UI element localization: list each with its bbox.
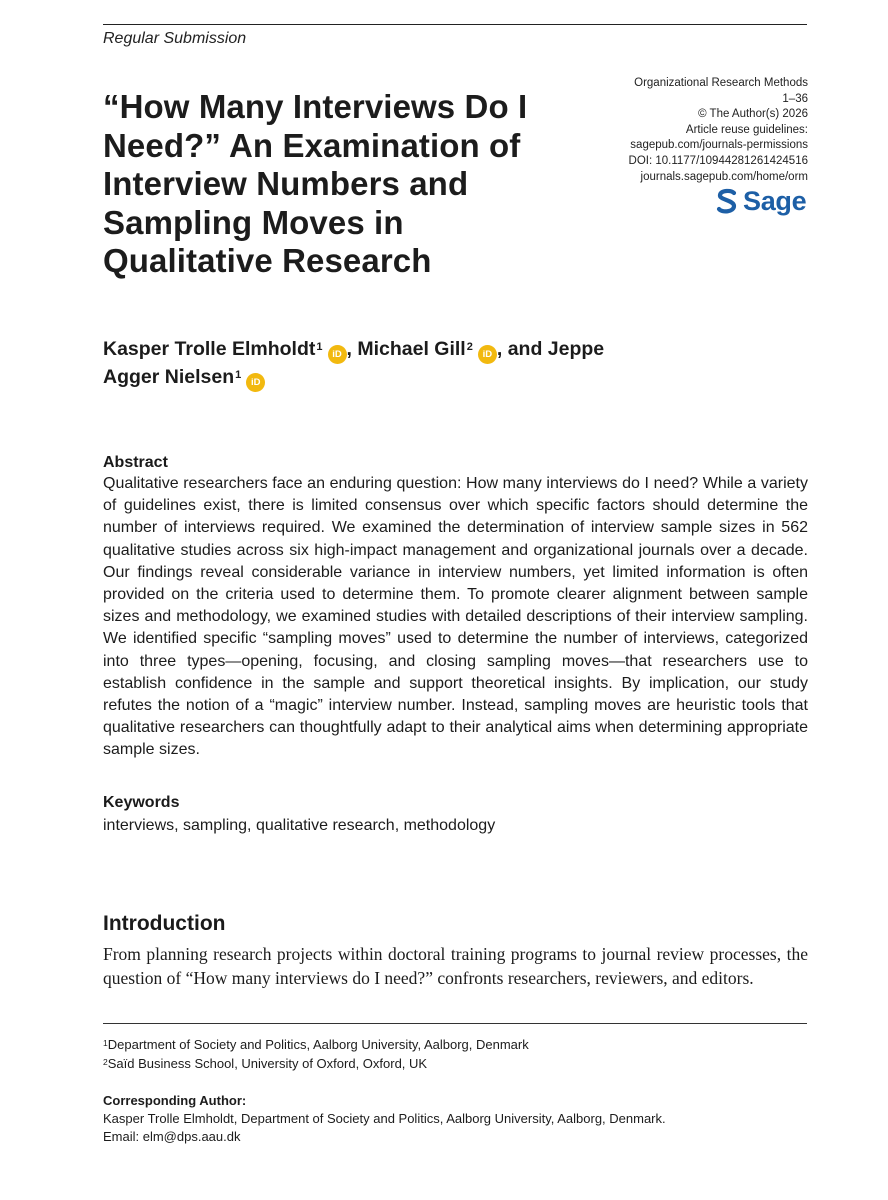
orcid-icon[interactable]: iD (478, 345, 497, 364)
journal-home-link[interactable]: journals.sagepub.com/home/orm (640, 170, 808, 183)
reuse-guidelines-label: Article reuse guidelines: (685, 123, 808, 136)
page-range: 1–36 (782, 92, 808, 105)
introduction-text: From planning research projects within doctoral training programs to journal review processes, the question of “How many interviews do I need?” confronts researchers, reviewers, and editors. (103, 944, 808, 988)
journal-name: Organizational Research Methods (634, 77, 808, 89)
footnote-rule (103, 1023, 807, 1024)
author-name: Kasper Trolle Elmholdt (103, 338, 316, 360)
author-separator: , (346, 338, 352, 360)
keywords-text: interviews, sampling, qualitative research, methodology (103, 817, 496, 834)
sage-logo-text: Sage (743, 185, 807, 216)
title-line: Qualitative Research (103, 242, 432, 279)
affiliation-text: Saïd Business School, University of Oxford, Oxford, UK (107, 1056, 428, 1071)
author-name: Michael Gill (357, 338, 466, 360)
affiliations (103, 1035, 529, 1073)
author-list (103, 336, 703, 392)
abstract-heading: Abstract (103, 454, 168, 471)
permissions-link[interactable]: sagepub.com/journals-permissions (630, 139, 808, 152)
affiliation-marker: 1 (235, 369, 242, 381)
author-separator: , and Jeppe (496, 338, 605, 360)
corresponding-author-address: Kasper Trolle Elmholdt, Department of Society and Politics, Aalborg University, Aalborg, Denmark. (103, 1111, 666, 1126)
corresponding-author (103, 1092, 666, 1146)
orcid-icon[interactable]: iD (328, 345, 347, 364)
article-title (103, 88, 573, 281)
affiliation-marker: 2 (466, 341, 473, 353)
title-line: Need?” An Examination of (103, 126, 521, 164)
keywords-heading: Keywords (103, 794, 180, 811)
affiliation-marker: 1 (316, 341, 323, 353)
affiliation-line (103, 1035, 529, 1054)
title-line: Sampling Moves in (103, 203, 404, 241)
orcid-icon[interactable]: iD (246, 373, 265, 392)
corresponding-author-email[interactable]: Email: elm@dps.aau.dk (103, 1129, 241, 1144)
author-name: Agger Nielsen (103, 366, 235, 388)
sage-logo (716, 184, 806, 218)
copyright: © The Author(s) 2026 (698, 108, 808, 121)
affiliation-line (103, 1054, 529, 1073)
doi[interactable]: DOI: 10.1177/10944281261424516 (628, 154, 808, 167)
affiliation-number: 1 (103, 1038, 108, 1048)
corresponding-author-label: Corresponding Author: (103, 1093, 247, 1108)
title-line: “How Many Interviews Do I (103, 88, 528, 125)
journal-metadata (560, 76, 808, 185)
affiliation-number: 2 (103, 1057, 108, 1067)
header-rule (103, 24, 807, 25)
affiliation-text: Department of Society and Politics, Aalborg University, Aalborg, Denmark (107, 1037, 529, 1052)
introduction-heading: Introduction (103, 912, 226, 935)
sage-logo-mark-icon (716, 188, 738, 214)
section-label: Regular Submission (103, 30, 247, 47)
title-line: Interview Numbers and (103, 165, 469, 202)
abstract-text: Qualitative researchers face an enduring question: How many interviews do I need? While a variety of guidelines exist, there is limited consensus over which specific factors should determine the number of interviews required. We examined the determination of interview sample sizes in 562 qualitative studies across six high-impact management and organizational journals over a decade. Our findings reveal considerable variance in interview numbers, yet limited information is often provided on the criteria used to determine them. To promote clearer alignment between sample sizes and methodology, we examined studies with detailed descriptions of their interview sampling. We identified specific “sampling moves” used to determine the number of interviews, categorized into three types—opening, focusing, and closing sampling moves—that researchers use to establish confidence in the sample and support theoretical insights. By implication, our study refutes the notion of a “magic” interview number. Instead, sampling moves are heuristic tools that qualitative researchers can thoughtfully adapt to their analytical aims when determining appropriate sample sizes. (103, 475, 808, 759)
